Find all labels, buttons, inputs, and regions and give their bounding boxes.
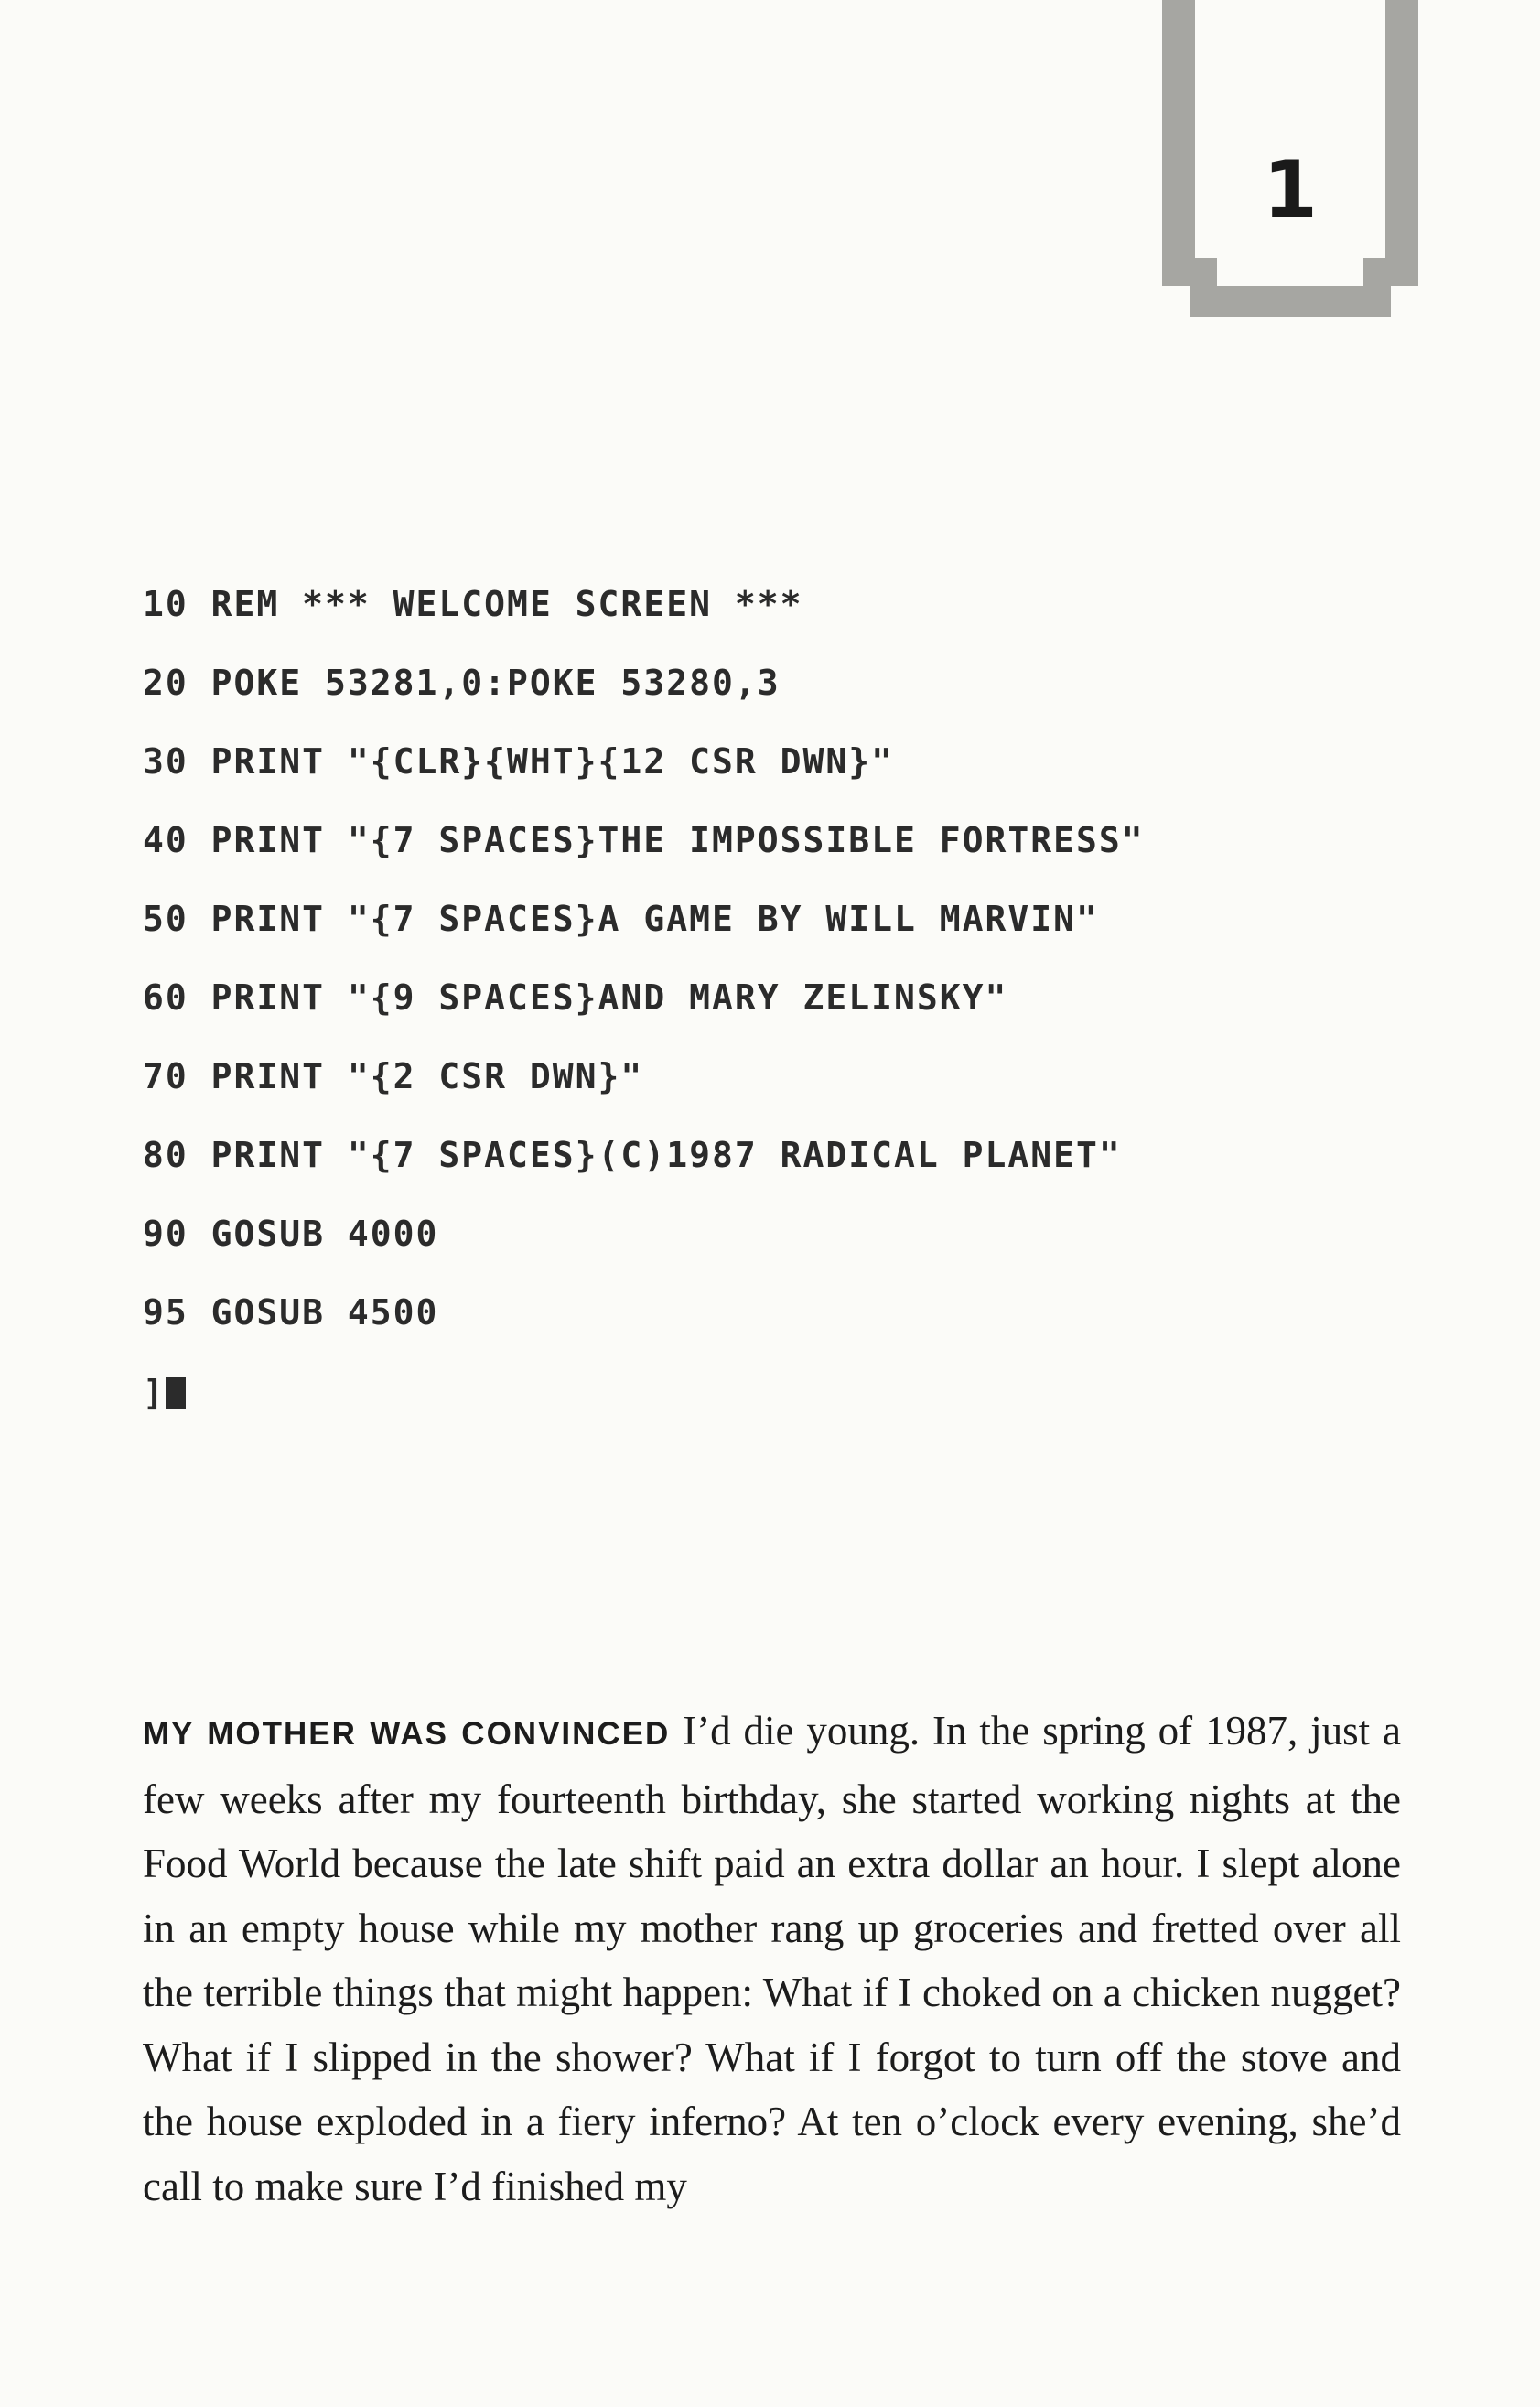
code-line: 20 POKE 53281,0:POKE 53280,3 (143, 663, 781, 703)
code-line: 10 REM *** WELCOME SCREEN *** (143, 584, 803, 624)
body-paragraph (143, 1699, 1401, 2218)
chapter-number: 1 (1263, 145, 1318, 236)
chapter-tab-left-notch (1195, 258, 1217, 286)
code-line: 40 PRINT "{7 SPACES}THE IMPOSSIBLE FORTRESS" (143, 820, 1145, 860)
body-text: I’d die young. In the spring of 1987, just a few weeks after my fourteenth birthday, she started working nights at the Food World because the late shift paid an extra dollar an hour. I slept alone in an empty house while my mother rang up groceries and fretted over all the terrible things that might happen: What if I choked on a chicken nugget? What if I slipped in the shower? What if I forgot to turn off the stove and the house exploded in a fiery inferno? At ten o’clock every evening, she’d call to make sure I’d finished my (143, 1708, 1401, 2209)
chapter-tab-right-notch (1363, 258, 1385, 286)
chapter-tab (1162, 0, 1418, 316)
basic-code-listing (143, 577, 1332, 1364)
code-line: 50 PRINT "{7 SPACES}A GAME BY WILL MARVIN" (143, 899, 1099, 939)
chapter-tab-right-bar (1385, 0, 1418, 286)
chapter-tab-bottom-bar (1190, 286, 1391, 317)
code-line: 80 PRINT "{7 SPACES}(C)1987 RADICAL PLANET" (143, 1135, 1122, 1175)
basic-prompt (143, 1365, 186, 1420)
code-line: 30 PRINT "{CLR}{WHT}{12 CSR DWN}" (143, 741, 894, 782)
code-line: 90 GOSUB 4000 (143, 1214, 439, 1254)
code-line: 95 GOSUB 4500 (143, 1292, 439, 1333)
chapter-tab-left-bar (1162, 0, 1195, 286)
code-line: 70 PRINT "{2 CSR DWN}" (143, 1056, 644, 1096)
prompt-char: ] (143, 1373, 164, 1413)
code-line: 60 PRINT "{9 SPACES}AND MARY ZELINSKY" (143, 977, 1008, 1018)
lead-in: MY MOTHER WAS CONVINCED (143, 1716, 671, 1752)
cursor-block-icon (166, 1377, 186, 1409)
